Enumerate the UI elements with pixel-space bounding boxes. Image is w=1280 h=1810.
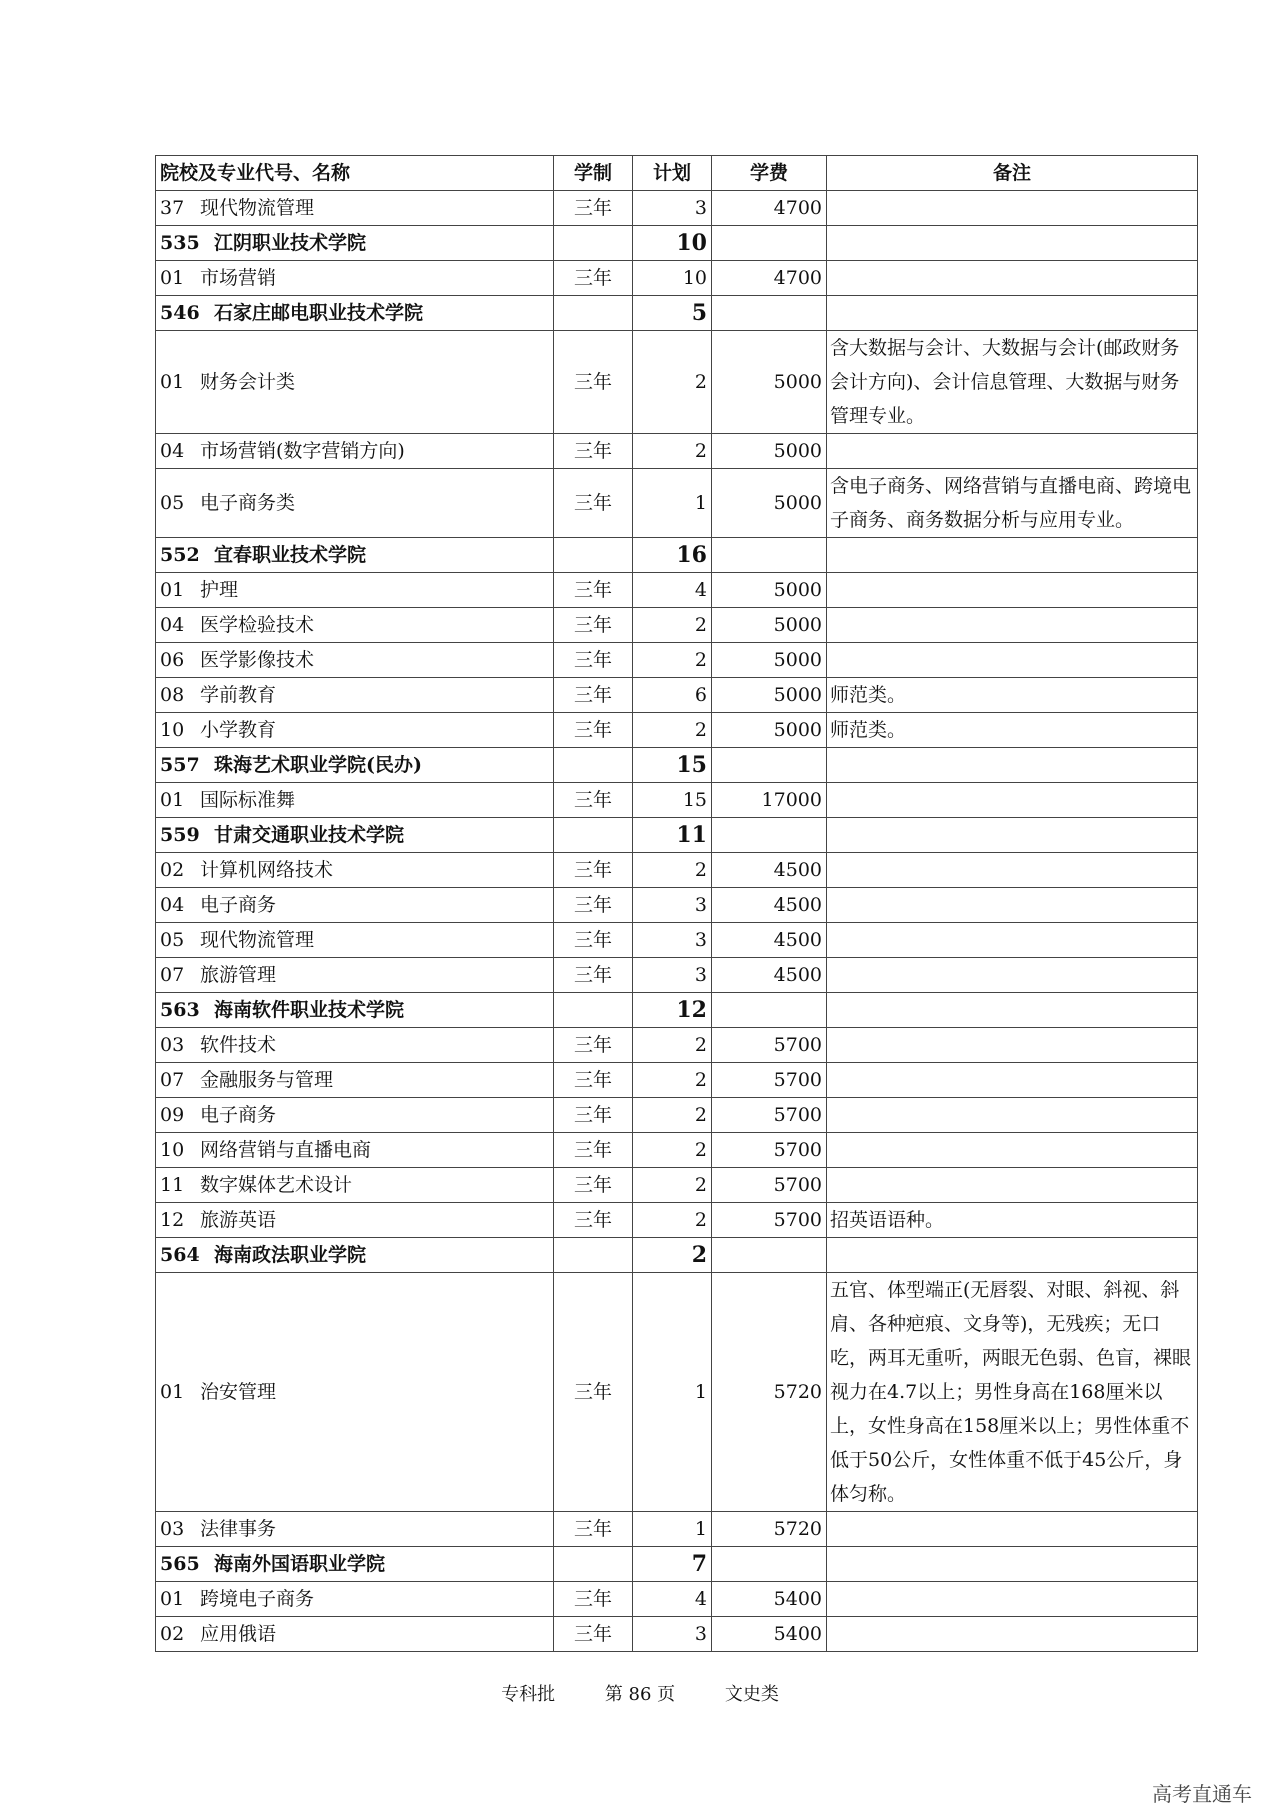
notes-cell: [827, 538, 1198, 573]
name-text: 电子商务类: [200, 492, 296, 514]
notes-cell: [827, 226, 1198, 261]
name-cell: [156, 958, 554, 993]
duration-cell: 三年: [554, 678, 633, 713]
fee-cell: [712, 818, 827, 853]
name-cell: [156, 191, 554, 226]
name-cell: [156, 296, 554, 331]
fee-cell: 5700: [712, 1133, 827, 1168]
duration-cell: 三年: [554, 1098, 633, 1133]
fee-cell: 5000: [712, 469, 827, 538]
fee-cell: [712, 1238, 827, 1273]
duration-cell: 三年: [554, 1168, 633, 1203]
code-text: 09: [160, 1104, 185, 1126]
name-text: 学前教育: [200, 684, 277, 706]
fee-cell: 5700: [712, 1203, 827, 1238]
plan-cell: 1: [633, 469, 712, 538]
name-cell: [156, 538, 554, 573]
code-text: 04: [160, 614, 185, 636]
duration-cell: 三年: [554, 783, 633, 818]
header-name: 院校及专业代号、名称: [156, 156, 554, 191]
plan-cell: 2: [633, 1028, 712, 1063]
fee-cell: 5700: [712, 1098, 827, 1133]
notes-cell: [827, 1617, 1198, 1652]
notes-cell: 含电子商务、网络营销与直播电商、跨境电子商务、商务数据分析与应用专业。: [827, 469, 1198, 538]
plan-cell: 4: [633, 1582, 712, 1617]
plan-cell: 3: [633, 923, 712, 958]
name-text: 珠海艺术职业学院(民办): [214, 754, 422, 776]
fee-cell: 5720: [712, 1273, 827, 1512]
name-cell: [156, 1203, 554, 1238]
name-cell: [156, 1617, 554, 1652]
duration-cell: [554, 538, 633, 573]
plan-cell: 3: [633, 888, 712, 923]
name-text: 市场营销(数字营销方向): [200, 440, 405, 462]
plan-cell: 2: [633, 853, 712, 888]
table-row: [156, 923, 1198, 958]
code-text: 07: [160, 964, 185, 986]
code-text: 10: [160, 719, 185, 741]
header-notes: 备注: [827, 156, 1198, 191]
admission-plan-table: [155, 155, 1198, 1652]
plan-cell: 12: [633, 993, 712, 1028]
code-text: 559: [160, 824, 200, 846]
code-text: 552: [160, 544, 200, 566]
duration-cell: 三年: [554, 331, 633, 434]
table-row: [156, 678, 1198, 713]
fee-cell: [712, 538, 827, 573]
duration-cell: [554, 993, 633, 1028]
school-row: [156, 538, 1198, 573]
fee-cell: 5700: [712, 1168, 827, 1203]
table-row: [156, 191, 1198, 226]
fee-cell: 5000: [712, 678, 827, 713]
watermark-text: 高考直通车: [1152, 1782, 1252, 1806]
plan-cell: 15: [633, 783, 712, 818]
duration-cell: 三年: [554, 958, 633, 993]
code-text: 07: [160, 1069, 185, 1091]
code-text: 01: [160, 371, 185, 393]
fee-cell: 5720: [712, 1512, 827, 1547]
code-text: 03: [160, 1518, 185, 1540]
fee-cell: [712, 993, 827, 1028]
duration-cell: 三年: [554, 1273, 633, 1512]
notes-cell: [827, 434, 1198, 469]
notes-cell: [827, 1133, 1198, 1168]
code-text: 11: [160, 1174, 185, 1196]
notes-cell: [827, 1063, 1198, 1098]
notes-cell: [827, 1098, 1198, 1133]
table-body: [156, 191, 1198, 1652]
notes-cell: [827, 261, 1198, 296]
plan-cell: 3: [633, 1617, 712, 1652]
name-text: 现代物流管理: [200, 197, 315, 219]
school-row: [156, 993, 1198, 1028]
code-text: 12: [160, 1209, 185, 1231]
code-text: 04: [160, 894, 185, 916]
code-text: 04: [160, 440, 185, 462]
plan-cell: 2: [633, 434, 712, 469]
notes-cell: [827, 1582, 1198, 1617]
duration-cell: [554, 818, 633, 853]
duration-cell: [554, 748, 633, 783]
name-text: 市场营销: [200, 267, 277, 289]
fee-cell: 5400: [712, 1582, 827, 1617]
plan-cell: 2: [633, 713, 712, 748]
name-cell: [156, 573, 554, 608]
duration-cell: [554, 1238, 633, 1273]
code-text: 564: [160, 1244, 200, 1266]
name-cell: [156, 608, 554, 643]
header-fee: 学费: [712, 156, 827, 191]
name-text: 电子商务: [200, 894, 277, 916]
name-text: 法律事务: [200, 1518, 277, 1540]
name-text: 海南政法职业学院: [214, 1244, 367, 1266]
notes-cell: [827, 993, 1198, 1028]
fee-cell: 5700: [712, 1063, 827, 1098]
school-row: [156, 1547, 1198, 1582]
table-row: [156, 1133, 1198, 1168]
plan-cell: 2: [633, 331, 712, 434]
table-row: [156, 1617, 1198, 1652]
fee-cell: 5000: [712, 573, 827, 608]
plan-cell: 16: [633, 538, 712, 573]
name-cell: [156, 1273, 554, 1512]
school-row: [156, 748, 1198, 783]
table-row: [156, 888, 1198, 923]
footer-batch: 专科批: [501, 1684, 556, 1705]
fee-cell: 5000: [712, 331, 827, 434]
fee-cell: 4500: [712, 888, 827, 923]
notes-cell: [827, 958, 1198, 993]
table-header-row: [156, 156, 1198, 191]
fee-cell: 4500: [712, 853, 827, 888]
duration-cell: 三年: [554, 608, 633, 643]
name-cell: [156, 713, 554, 748]
name-text: 软件技术: [200, 1034, 277, 1056]
code-text: 01: [160, 1381, 185, 1403]
duration-cell: 三年: [554, 573, 633, 608]
name-text: 石家庄邮电职业技术学院: [214, 302, 424, 324]
code-text: 10: [160, 1139, 185, 1161]
fee-cell: 5000: [712, 608, 827, 643]
notes-cell: [827, 783, 1198, 818]
code-text: 01: [160, 579, 185, 601]
plan-cell: 2: [633, 1168, 712, 1203]
table-row: [156, 783, 1198, 818]
name-text: 网络营销与直播电商: [200, 1139, 372, 1161]
name-text: 应用俄语: [200, 1623, 277, 1645]
name-text: 小学教育: [200, 719, 277, 741]
duration-cell: 三年: [554, 713, 633, 748]
plan-cell: 11: [633, 818, 712, 853]
name-text: 医学检验技术: [200, 614, 315, 636]
table-row: [156, 434, 1198, 469]
duration-cell: 三年: [554, 1617, 633, 1652]
notes-cell: [827, 191, 1198, 226]
plan-cell: 2: [633, 643, 712, 678]
name-cell: [156, 888, 554, 923]
page-footer: [0, 1680, 1280, 1706]
plan-cell: 2: [633, 1063, 712, 1098]
table-row: [156, 1168, 1198, 1203]
duration-cell: 三年: [554, 1133, 633, 1168]
duration-cell: 三年: [554, 1512, 633, 1547]
table-row: [156, 1098, 1198, 1133]
name-cell: [156, 226, 554, 261]
name-text: 海南外国语职业学院: [214, 1553, 386, 1575]
duration-cell: 三年: [554, 923, 633, 958]
duration-cell: [554, 296, 633, 331]
fee-cell: [712, 1547, 827, 1582]
notes-cell: [827, 853, 1198, 888]
notes-cell: [827, 1238, 1198, 1273]
code-text: 535: [160, 232, 200, 254]
footer-category: 文史类: [724, 1684, 779, 1705]
name-cell: [156, 1028, 554, 1063]
name-text: 医学影像技术: [200, 649, 315, 671]
name-cell: [156, 678, 554, 713]
plan-cell: 2: [633, 1133, 712, 1168]
notes-cell: [827, 748, 1198, 783]
notes-cell: 五官、体型端正(无唇裂、对眼、斜视、斜肩、各种疤痕、文身等)，无残疾；无口吃，两耳无重听，两眼无色弱、色盲，裸眼视力在4.7以上；男性身高在168厘米以上，女性身高在158厘米以上；男性体重不低于50公斤，女性体重不低于45公斤，身体匀称。: [827, 1273, 1198, 1512]
notes-cell: 招英语语种。: [827, 1203, 1198, 1238]
plan-cell: 15: [633, 748, 712, 783]
duration-cell: 三年: [554, 643, 633, 678]
code-text: 05: [160, 492, 185, 514]
name-cell: [156, 469, 554, 538]
name-text: 财务会计类: [200, 371, 296, 393]
table-row: [156, 1203, 1198, 1238]
name-cell: [156, 748, 554, 783]
fee-cell: 5700: [712, 1028, 827, 1063]
fee-cell: 5400: [712, 1617, 827, 1652]
name-text: 电子商务: [200, 1104, 277, 1126]
plan-cell: 1: [633, 1273, 712, 1512]
duration-cell: 三年: [554, 1028, 633, 1063]
fee-cell: 5000: [712, 643, 827, 678]
code-text: 546: [160, 302, 200, 324]
footer-page-number: 第 86 页: [604, 1684, 676, 1705]
table-row: [156, 1273, 1198, 1512]
table-row: [156, 1512, 1198, 1547]
fee-cell: 5000: [712, 713, 827, 748]
fee-cell: 4700: [712, 261, 827, 296]
notes-cell: [827, 296, 1198, 331]
plan-cell: 6: [633, 678, 712, 713]
name-text: 国际标准舞: [200, 789, 296, 811]
code-text: 02: [160, 1623, 185, 1645]
table-row: [156, 1582, 1198, 1617]
name-cell: [156, 1063, 554, 1098]
code-text: 565: [160, 1553, 200, 1575]
fee-cell: [712, 226, 827, 261]
name-text: 跨境电子商务: [200, 1588, 315, 1610]
plan-cell: 2: [633, 1238, 712, 1273]
notes-cell: 师范类。: [827, 678, 1198, 713]
fee-cell: [712, 296, 827, 331]
duration-cell: 三年: [554, 261, 633, 296]
name-cell: [156, 1098, 554, 1133]
notes-cell: [827, 1512, 1198, 1547]
name-cell: [156, 1547, 554, 1582]
notes-cell: [827, 573, 1198, 608]
duration-cell: 三年: [554, 1582, 633, 1617]
fee-cell: 4700: [712, 191, 827, 226]
name-text: 金融服务与管理: [200, 1069, 334, 1091]
header-plan: 计划: [633, 156, 712, 191]
name-text: 宜春职业技术学院: [214, 544, 367, 566]
name-cell: [156, 643, 554, 678]
plan-cell: 3: [633, 958, 712, 993]
name-text: 海南软件职业技术学院: [214, 999, 405, 1021]
notes-cell: 师范类。: [827, 713, 1198, 748]
code-text: 563: [160, 999, 200, 1021]
table-row: [156, 608, 1198, 643]
plan-cell: 1: [633, 1512, 712, 1547]
name-cell: [156, 1238, 554, 1273]
header-duration: 学制: [554, 156, 633, 191]
name-cell: [156, 1512, 554, 1547]
duration-cell: 三年: [554, 191, 633, 226]
duration-cell: [554, 226, 633, 261]
duration-cell: [554, 1547, 633, 1582]
table-row: [156, 713, 1198, 748]
notes-cell: 含大数据与会计、大数据与会计(邮政财务会计方向)、会计信息管理、大数据与财务管理专业。: [827, 331, 1198, 434]
name-text: 旅游英语: [200, 1209, 277, 1231]
fee-cell: 4500: [712, 923, 827, 958]
name-cell: [156, 923, 554, 958]
code-text: 01: [160, 1588, 185, 1610]
duration-cell: 三年: [554, 1063, 633, 1098]
code-text: 06: [160, 649, 185, 671]
plan-cell: 10: [633, 261, 712, 296]
name-cell: [156, 1133, 554, 1168]
notes-cell: [827, 888, 1198, 923]
code-text: 02: [160, 859, 185, 881]
plan-cell: 2: [633, 1098, 712, 1133]
duration-cell: 三年: [554, 469, 633, 538]
name-cell: [156, 818, 554, 853]
code-text: 01: [160, 789, 185, 811]
school-row: [156, 818, 1198, 853]
duration-cell: 三年: [554, 434, 633, 469]
school-row: [156, 226, 1198, 261]
name-cell: [156, 434, 554, 469]
plan-cell: 3: [633, 191, 712, 226]
notes-cell: [827, 1547, 1198, 1582]
plan-cell: 2: [633, 1203, 712, 1238]
code-text: 08: [160, 684, 185, 706]
table-row: [156, 1028, 1198, 1063]
code-text: 01: [160, 267, 185, 289]
name-text: 旅游管理: [200, 964, 277, 986]
duration-cell: 三年: [554, 853, 633, 888]
school-row: [156, 1238, 1198, 1273]
name-cell: [156, 331, 554, 434]
name-cell: [156, 783, 554, 818]
table-row: [156, 331, 1198, 434]
plan-cell: 4: [633, 573, 712, 608]
table-row: [156, 261, 1198, 296]
name-cell: [156, 1582, 554, 1617]
school-row: [156, 296, 1198, 331]
table-row: [156, 643, 1198, 678]
code-text: 03: [160, 1034, 185, 1056]
name-cell: [156, 1168, 554, 1203]
fee-cell: 4500: [712, 958, 827, 993]
notes-cell: [827, 608, 1198, 643]
code-text: 05: [160, 929, 185, 951]
name-text: 现代物流管理: [200, 929, 315, 951]
name-text: 江阴职业技术学院: [214, 232, 367, 254]
name-cell: [156, 993, 554, 1028]
notes-cell: [827, 643, 1198, 678]
duration-cell: 三年: [554, 1203, 633, 1238]
plan-cell: 10: [633, 226, 712, 261]
code-text: 557: [160, 754, 200, 776]
fee-cell: 17000: [712, 783, 827, 818]
name-text: 治安管理: [200, 1381, 277, 1403]
fee-cell: [712, 748, 827, 783]
name-cell: [156, 261, 554, 296]
name-text: 数字媒体艺术设计: [200, 1174, 353, 1196]
table-row: [156, 1063, 1198, 1098]
table-row: [156, 469, 1198, 538]
table-row: [156, 573, 1198, 608]
notes-cell: [827, 923, 1198, 958]
duration-cell: 三年: [554, 888, 633, 923]
notes-cell: [827, 1168, 1198, 1203]
plan-cell: 5: [633, 296, 712, 331]
name-text: 计算机网络技术: [200, 859, 334, 881]
fee-cell: 5000: [712, 434, 827, 469]
notes-cell: [827, 1028, 1198, 1063]
table-row: [156, 958, 1198, 993]
notes-cell: [827, 818, 1198, 853]
plan-cell: 2: [633, 608, 712, 643]
plan-cell: 7: [633, 1547, 712, 1582]
name-text: 护理: [200, 579, 239, 601]
table-row: [156, 853, 1198, 888]
name-cell: [156, 853, 554, 888]
code-text: 37: [160, 197, 185, 219]
name-text: 甘肃交通职业技术学院: [214, 824, 405, 846]
